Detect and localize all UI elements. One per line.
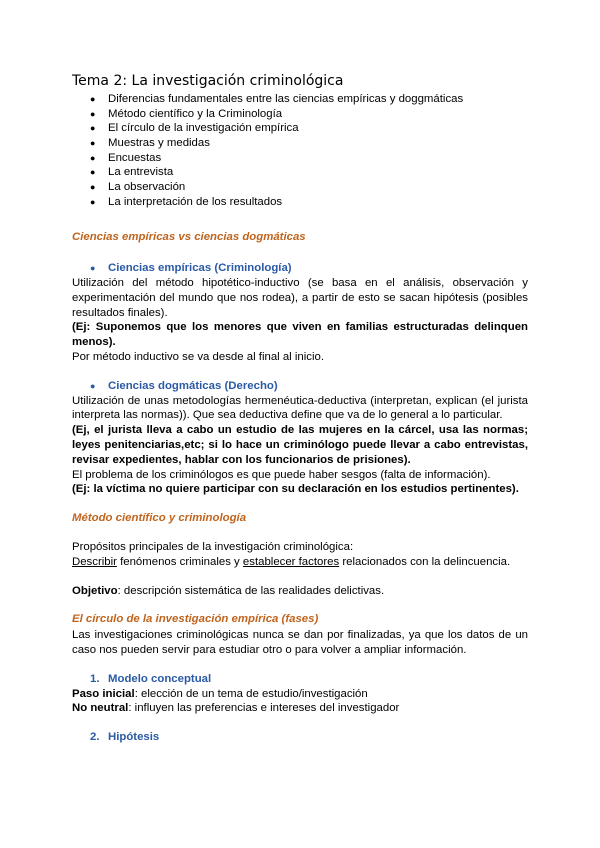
paragraph-empiricas-inductive: Por método inductivo se va desde al final al inicio. (72, 351, 325, 364)
list-item: ● Diferencias fundamentales entre las ciencias empíricas y doggmáticas (90, 93, 464, 105)
bullet-icon: ● (90, 138, 96, 149)
paragraph-propositos: Propósitos principales de la investigación criminológica: (72, 541, 354, 554)
section-heading-metodo-cientifico: Método científico y criminología (72, 512, 247, 525)
page-title: Tema 2: La investigación criminológica (72, 73, 344, 89)
list-item: ● Método científico y la Criminología (90, 107, 283, 120)
document-content (72, 72, 528, 745)
bullet-icon: ● (90, 94, 96, 104)
bullet-icon: ● (90, 167, 96, 178)
list-item: ● El círculo de la investigación empírica (90, 122, 299, 135)
section-heading-circulo-investigacion: El círculo de la investigación empírica (fases) (72, 613, 319, 626)
bullet-icon: ● (90, 380, 96, 391)
paragraph-describir: Describir fenómenos criminales y establecer factores relacionados con la delincuencia. (72, 555, 511, 568)
paragraph-no-neutral: No neutral: influyen las preferencias e intereses del investigador (72, 702, 400, 715)
numbered-heading-hipotesis: 2. Hipótesis (90, 731, 160, 744)
paragraph-objetivo: Objetivo: descripción sistemática de las realidades delictivas. (72, 584, 385, 597)
bullet-icon: ● (90, 152, 96, 163)
bullet-icon: ● (90, 263, 96, 274)
numbered-heading-modelo-conceptual: 1. Modelo conceptual (90, 672, 212, 685)
list-item: ● La entrevista (90, 166, 174, 179)
section-heading-empiricas-vs-dogmaticas: Ciencias empíricas vs ciencias dogmáticas (72, 230, 306, 243)
bullet-icon: ● (90, 182, 96, 193)
bullet-icon: ● (90, 108, 96, 119)
bullet-icon: ● (90, 196, 96, 207)
paragraph-paso-inicial: Paso inicial: elección de un tema de estudio/investigación (72, 687, 368, 700)
paragraph-dogmaticas-example: (Ej, el jurista lleva a cabo un estudio de las mujeres en la cárcel, usa las normas; leyes penitenciarias,etc; si lo hace un criminólogo puede llevar a cabo entrevistas, revisar expedientes, hablar con los funcionarios de prisiones). (72, 424, 528, 466)
topics-list (72, 92, 528, 210)
list-item: ● La observación (90, 181, 186, 194)
paragraph-dogmaticas-bias: El problema de los criminólogos es que puede haber sesgos (falta de información). (72, 468, 491, 481)
list-item: ● La interpretación de los resultados (90, 195, 283, 208)
bullet-icon: ● (90, 123, 96, 134)
subheading-ciencias-dogmaticas: ● Ciencias dogmáticas (Derecho) (90, 379, 278, 392)
list-item: ● Muestras y medidas (90, 137, 210, 150)
paragraph-empiricas-example: (Ej: Suponemos que los menores que viven en familias estructuradas delinquen menos). (72, 321, 528, 349)
subheading-ciencias-empiricas: ● Ciencias empíricas (Criminología) (90, 262, 292, 275)
paragraph-dogmaticas-example-2: (Ej: la víctima no quiere participar con su declaración en los estudios pertinentes). (72, 483, 519, 496)
paragraph-circulo: Las investigaciones criminológicas nunca se dan por finalizadas, ya que los datos de un caso nos pueden servir para estudiar otro o para volver a ampliar información. (72, 629, 528, 657)
paragraph-empiricas-method: Utilización del método hipotético-inductivo (se basa en el análisis, observación y experimentación del mundo que nos rodea), a partir de esto se sacan hipótesis (posibles resultados finales). (72, 277, 528, 319)
list-item: ● Encuestas (90, 151, 162, 164)
paragraph-dogmaticas-method: Utilización de unas metodologías hermenéutica-deductiva (interpretan, explican (el jurista interpreta las normas)). Que sea deductiva define que va de lo general a lo particular. (72, 394, 528, 422)
